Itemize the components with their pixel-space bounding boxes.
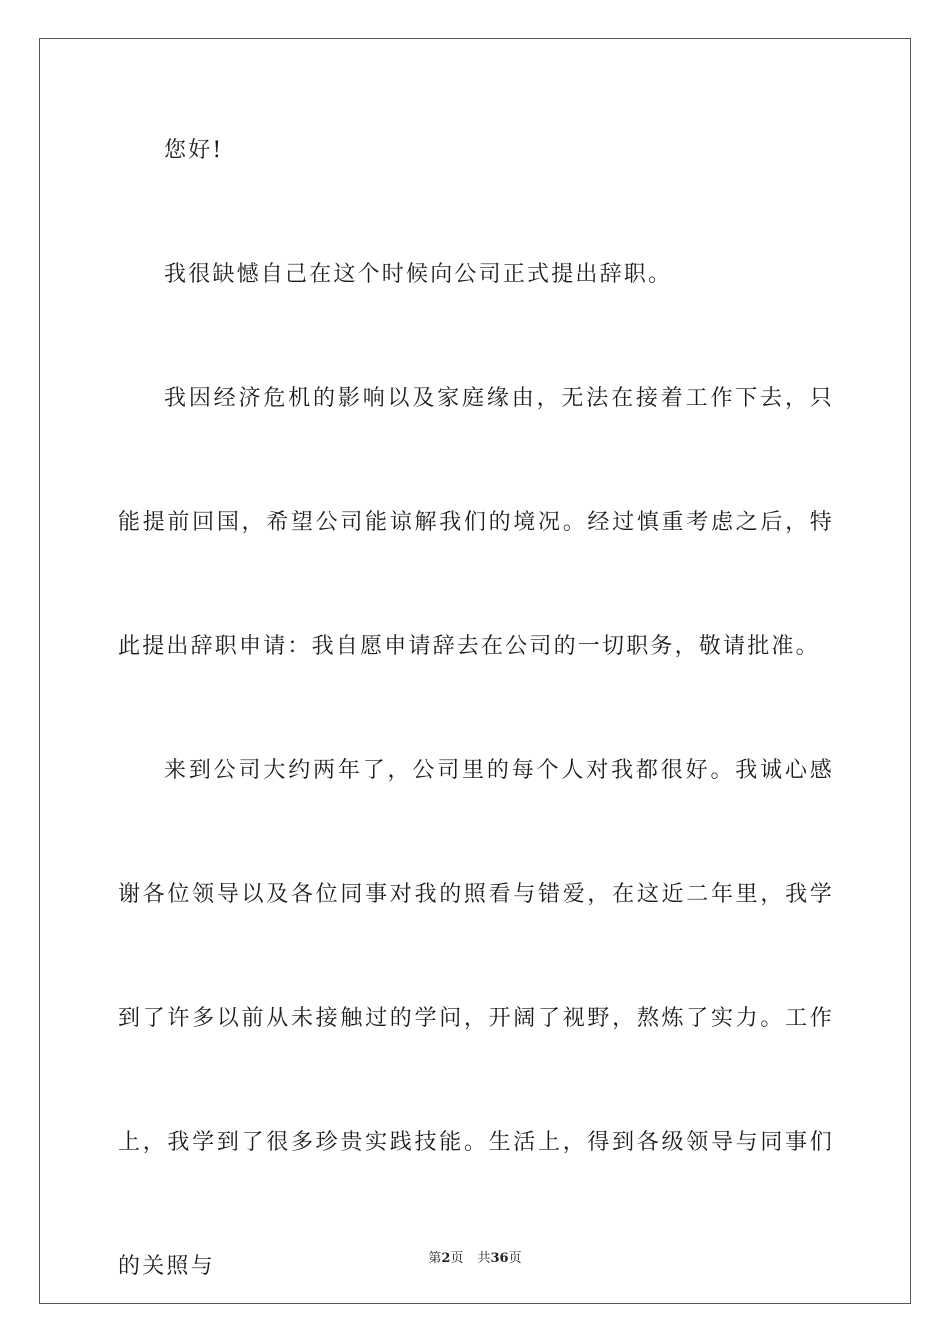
page-prefix: 第 <box>428 1251 442 1266</box>
total-prefix: 共 <box>477 1251 491 1266</box>
total-pages: 36 <box>490 1251 509 1266</box>
page-suffix: 页 <box>450 1251 464 1266</box>
paragraph-3: 来到公司大约两年了，公司里的每个人对我都很好。我诚心感谢各位领导以及各位同事对我的照看与错爱，在这近二年里，我学到了许多以前从未接触过的学问，开阔了视野，熬炼了实力。工作上，我学到了很多珍贵实践技能。生活上，得到各级领导与同事们的关照与 <box>118 758 834 1279</box>
greeting-text: 您好! <box>164 138 224 163</box>
page-number: 2 <box>441 1251 451 1266</box>
total-suffix: 页 <box>508 1251 522 1266</box>
page-footer <box>0 1247 950 1266</box>
paragraph-2: 我因经济危机的影响以及家庭缘由，无法在接着工作下去，只能提前回国，希望公司能谅解我们的境况。经过慎重考虑之后，特此提出辞职申请：我自愿申请辞去在公司的一切职务，敬请批准。 <box>118 386 834 659</box>
paragraph-1: 我很缺憾自己在这个时候向公司正式提出辞职。 <box>164 262 673 287</box>
